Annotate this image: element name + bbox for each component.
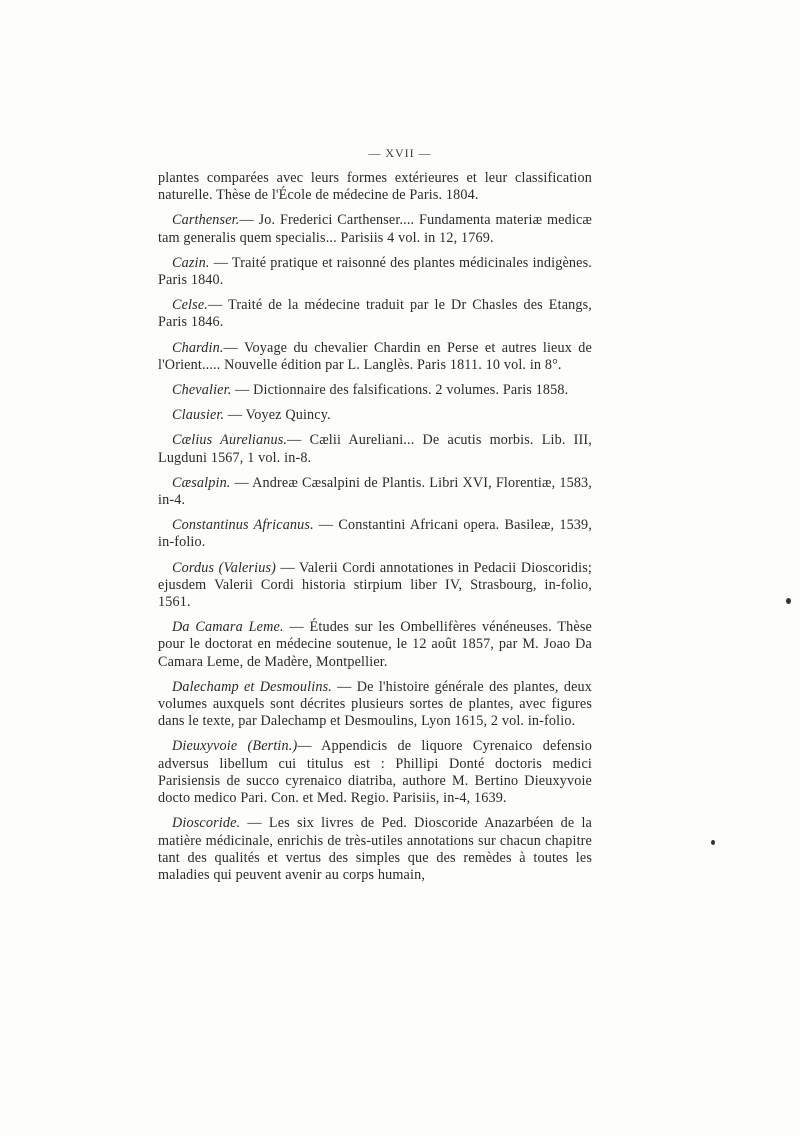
bibliography-entry — [158, 382, 592, 399]
entry-author: Dioscoride. — [172, 815, 241, 832]
entry-text: — Valerii Cordi annotationes in Pedacii Dioscoridis; ejusdem Valerii Cordi historia stirpium liber IV, Strasbourg, in-folio, 1561. — [158, 559, 592, 611]
bibliography-entry — [158, 407, 592, 424]
bibliography-list — [158, 170, 592, 892]
entry-text: — Traité de la médecine traduit par le Dr Chasles des Etangs, Paris 1846. — [158, 297, 592, 331]
bibliography-entry — [158, 738, 592, 807]
bibliography-entry — [158, 475, 592, 509]
entry-text: — Constantini Africani opera. Basileæ, 1539, in-folio. — [158, 517, 592, 551]
bibliography-entry — [158, 619, 592, 671]
entry-text: — Jo. Frederici Carthenser.... Fundamenta materiæ medicæ tam generalis quem specialis... Parisiis 4 vol. in 12, 1769. — [158, 212, 592, 246]
entry-text: — Andreæ Cæsalpini de Plantis. Libri XVI, Florentiæ, 1583, in-4. — [158, 474, 592, 509]
entry-author: Da Camara Leme. — [172, 619, 284, 636]
bibliography-entry — [158, 815, 592, 884]
bibliography-entry — [158, 679, 592, 731]
entry-text: — Études sur les Ombellifères vénéneuses. Thèse pour le doctorat en médecine soutenue, le 12 août 1857, par M. Joao Da Camara Leme, de Madère, Montpellier. — [158, 619, 592, 670]
entry-text: — Cælii Aureliani... De acutis morbis. Lib. III, Lugduni 1567, 1 vol. in-8. — [158, 432, 592, 466]
entry-text: — Voyez Quincy. — [224, 407, 331, 424]
entry-text: — Dictionnaire des falsifications. 2 volumes. Paris 1858. — [231, 382, 569, 399]
bibliography-entry — [158, 432, 592, 466]
entry-text: — De l'histoire générale des plantes, deux volumes auxquels sont décrites plusieurs sortes de plantes, avec figures dans le texte, par Dalechamp et Desmoulins, Lyon 1615, 2 vol. in-folio. — [158, 678, 592, 730]
entry-author: Celse. — [172, 297, 208, 314]
entry-author: Cælius Aurelianus. — [172, 432, 288, 449]
entry-text: — Appendicis de liquore Cyrenaico defensio adversus libellum cui titulus est : Phillipi Donté doctoris medici Parisiensis de succo cyrenaico diatriba, authore M. Bertino Dieuxyvoie docto medico Pari. Con. et Med. Regio. Parisiis, in-4, 1639. — [158, 738, 592, 807]
entry-author: Dalechamp et Desmoulins. — [172, 678, 332, 695]
entry-text: — Voyage du chevalier Chardin en Perse et autres lieux de l'Orient..... Nouvelle édition par L. Langlès. Paris 1811. 10 vol. in 8°. — [158, 339, 592, 373]
entry-author: Clausier. — [172, 407, 225, 424]
ink-spot — [786, 598, 791, 604]
entry-author: Constantinus Africanus. — [172, 517, 314, 534]
entry-author: Carthenser. — [172, 212, 240, 229]
bibliography-entry — [158, 170, 592, 204]
entry-author: Cæsalpin. — [172, 474, 231, 491]
entry-author: Cazin. — [172, 254, 210, 271]
ink-spot — [711, 840, 715, 845]
entry-author: Cordus (Valerius) — [172, 559, 277, 576]
entry-author: Dieuxyvoie (Bertin.) — [172, 738, 298, 755]
page-number: — XVII — — [368, 146, 432, 160]
bibliography-entry — [158, 340, 592, 374]
bibliography-entry — [158, 212, 592, 246]
entry-text: — Traité pratique et raisonné des plantes médicinales indigènes. Paris 1840. — [158, 254, 592, 289]
bibliography-entry — [158, 517, 592, 551]
entry-author: Chardin. — [172, 339, 224, 356]
entry-text: — Les six livres de Ped. Dioscoride Anazarbéen de la matière médicinale, enrichis de très-utiles annotations sur chacun chapitre tant des qualités et vertus des simples que des remèdes à toutes les maladies qui peuvent avenir au corps humain, — [158, 815, 592, 883]
entry-text: plantes comparées avec leurs formes extérieures et leur classification naturelle. Thèse de l'École de médecine de Paris. 1804. — [158, 170, 592, 204]
bibliography-entry — [158, 297, 592, 331]
bibliography-entry — [158, 255, 592, 289]
entry-author: Chevalier. — [172, 382, 232, 399]
bibliography-entry — [158, 560, 592, 612]
